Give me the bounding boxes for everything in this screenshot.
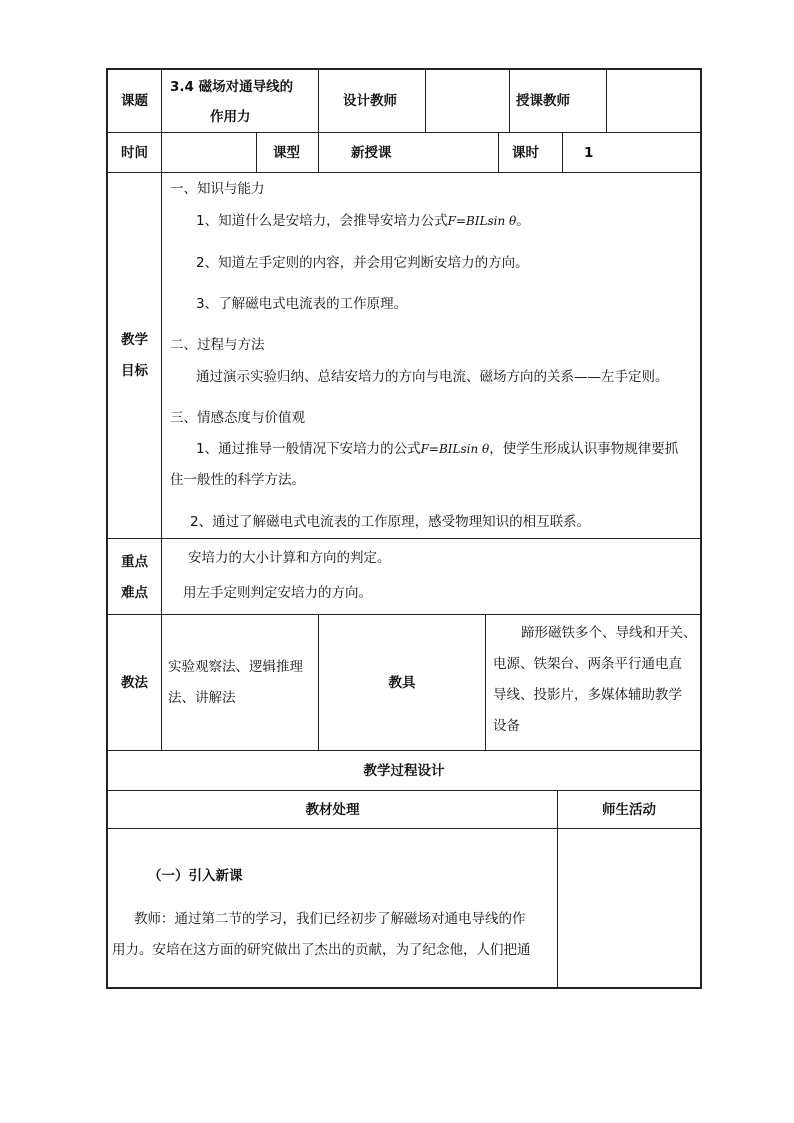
topic-label: 课题 (121, 93, 148, 109)
objective-text: 1、通过推导一般情况下安培力的公式 (196, 441, 421, 457)
col-divider (557, 790, 558, 987)
row-divider (106, 614, 702, 615)
row-divider (106, 132, 702, 133)
formula: F=BILsin θ (447, 214, 517, 228)
objective-item: 2、通过了解磁电式电流表的工作原理，感受物理知识的相互联系。 (190, 514, 591, 530)
topic-value-line2: 作用力 (210, 109, 251, 125)
col-divider (425, 68, 426, 132)
row-divider (106, 750, 702, 751)
formula: F=BILsin θ (420, 442, 490, 456)
keypoint-line: 用左手定则判定安培力的方向。 (183, 585, 372, 601)
col-divider (498, 132, 499, 172)
tools-line: 电源、铁架台、两条平行通电直 (493, 656, 682, 672)
col-divider (606, 68, 607, 132)
col-divider (161, 172, 162, 750)
topic-value-line1: 3.4 磁场对通导线的 (170, 79, 294, 95)
tools-line: 蹄形磁铁多个、导线和开关、 (521, 625, 697, 641)
col-divider (562, 132, 563, 172)
objective-item-continued: 住一般性的科学方法。 (170, 472, 305, 488)
table-border-bottom (106, 987, 702, 989)
designer-label: 设计教师 (343, 93, 397, 109)
keypoint-line: 安培力的大小计算和方向的判定。 (188, 550, 391, 566)
type-value: 新授课 (351, 145, 392, 161)
objective-text-end: 。 (516, 213, 530, 229)
col-divider (256, 132, 257, 172)
row-divider (106, 828, 702, 829)
objectives-label-line2: 目标 (121, 363, 148, 379)
teacher-label: 授课教师 (516, 93, 570, 109)
process-section-title: （一）引入新课 (148, 868, 243, 884)
table-border-left (106, 68, 108, 989)
process-paragraph-line: 教师：通过第二节的学习，我们已经初步了解磁场对通电导线的作 (134, 911, 526, 927)
objectives-label-line1: 教学 (121, 332, 148, 348)
table-border-right (700, 68, 702, 989)
type-label: 课型 (273, 145, 300, 161)
tools-label: 教具 (388, 675, 416, 691)
objective-section-title: 三、情感态度与价值观 (170, 410, 305, 426)
objective-item: 2、知道左手定则的内容，并会用它判断安培力的方向。 (196, 255, 529, 271)
methods-value-line2: 法、讲解法 (168, 690, 236, 706)
keypoints-label-line2: 难点 (121, 585, 148, 601)
objective-text: 1、知道什么是安培力，会推导安培力公式 (196, 213, 448, 229)
objective-item (196, 440, 678, 458)
col-divider (485, 614, 486, 750)
methods-value-line1: 实验观察法、逻辑推理 (168, 659, 303, 675)
col-divider (509, 68, 510, 132)
col-divider (318, 132, 319, 172)
methods-label: 教法 (121, 675, 148, 691)
objective-item: 通过演示实验归纳、总结安培力的方向与电流、磁场方向的关系——左手定则。 (196, 369, 669, 385)
keypoints-label-line1: 重点 (121, 554, 148, 570)
col-divider (318, 68, 319, 132)
process-col-activity: 师生活动 (602, 802, 656, 818)
hours-label: 课时 (512, 145, 539, 161)
objective-section-title: 一、知识与能力 (170, 181, 265, 197)
col-divider (161, 68, 162, 132)
process-title: 教学过程设计 (363, 763, 445, 779)
time-label: 时间 (121, 145, 148, 161)
objective-section-title: 二、过程与方法 (170, 337, 265, 353)
process-col-material: 教材处理 (305, 802, 360, 818)
objective-item: 3、了解磁电式电流表的工作原理。 (196, 296, 408, 312)
row-divider (106, 172, 702, 173)
objective-item (196, 212, 530, 230)
hours-value: 1 (584, 145, 594, 161)
row-divider (106, 538, 702, 539)
table-border-top (106, 68, 702, 70)
tools-line: 设备 (493, 718, 520, 734)
objective-text: ，使学生形成认识事物规律要抓 (489, 441, 679, 457)
col-divider (161, 132, 162, 172)
process-paragraph-line: 用力。安培在这方面的研究做出了杰出的贡献，为了纪念他，人们把通 (112, 942, 531, 958)
row-divider (106, 790, 702, 791)
tools-line: 导线、投影片，多媒体辅助教学 (493, 687, 682, 703)
